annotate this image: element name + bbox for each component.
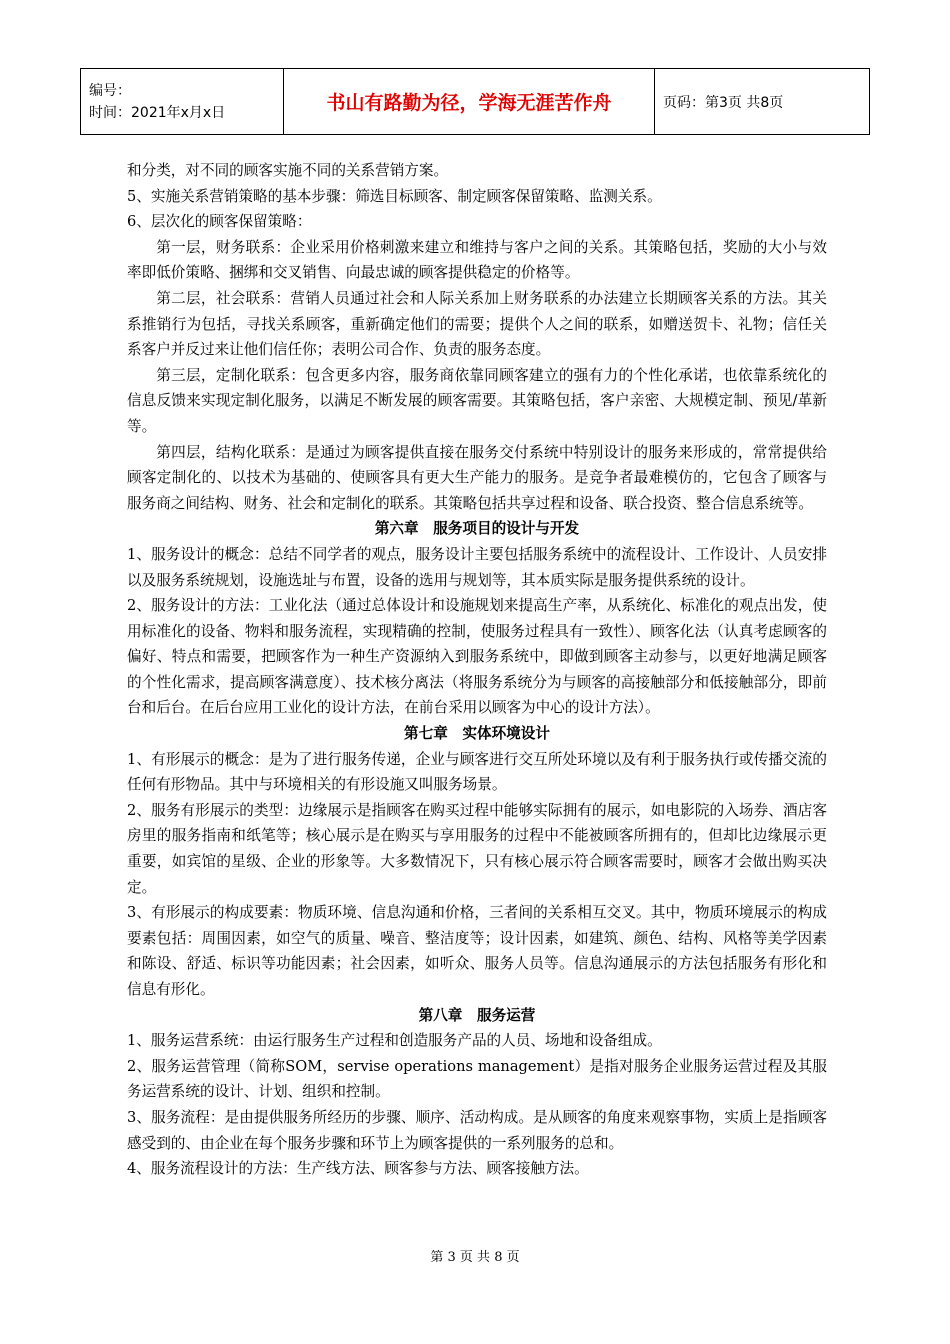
body-paragraph: 2、服务设计的方法：工业化法（通过总体设计和设施规划来提高生产率，从系统化、标准化的观点出发，使用标准化的设备、物料和服务流程，实现精确的控制，使服务过程具有一致性）、顾客化法（认真考虑顾客的偏好、特点和需要，把顾客作为一种生产资源纳入到服务系统中，即做到顾客主动参与，以更好地满足顾客的个性化需求，提高顾客满意度）、技术核分离法（将服务系统分为与顾客的高接触部分和低接触部分，即前台和后台。在后台应用工业化的设计方法，在前台采用以顾客为中心的设计方法）。	[127, 597, 827, 717]
body-paragraph: 1、有形展示的概念：是为了进行服务传递，企业与顾客进行交互所处环境以及有利于服务执行或传播交流的任何有形物品。其中与环境相关的有形设施又叫服务场景。	[127, 750, 827, 794]
body-paragraph: 第一层，财务联系：企业采用价格刺激来建立和维持与客户之间的关系。其策略包括，奖励的大小与效率即低价策略、捆绑和交叉销售、向最忠诚的顾客提供稳定的价格等。	[127, 238, 827, 282]
page-header	[80, 68, 870, 135]
chapter-heading: 第八章 服务运营	[418, 1006, 536, 1024]
body-paragraph: 2、服务有形展示的类型：边缘展示是指顾客在购买过程中能够实际拥有的展示，如电影院的入场券、酒店客房里的服务指南和纸笔等；核心展示是在购买与享用服务的过程中不能被顾客所拥有的，但却比边缘展示更重要，如宾馆的星级、企业的形象等。大多数情况下，只有核心展示符合顾客需要时，顾客才会做出购买决定。	[127, 801, 827, 896]
page-footer: 第 3 页 共 8 页	[430, 1250, 520, 1265]
header-page-label: 页码：第3页 共8页	[655, 69, 870, 135]
chapter-heading: 第七章 实体环境设计	[404, 725, 550, 743]
body-paragraph: 第四层，结构化联系：是通过为顾客提供直接在服务交付系统中特别设计的服务来形成的，常常提供给顾客定制化的、以技术为基础的、使顾客具有更大生产能力的服务。是竞争者最难模仿的，它包含了顾客与服务商之间结构、财务、社会和定制化的联系。其策略包括共享过程和设备、联合投资、整合信息系统等。	[127, 443, 827, 512]
body-paragraph: 第三层，定制化联系：包含更多内容，服务商依靠同顾客建立的强有力的个性化承诺，也依靠系统化的信息反馈来实现定制化服务，以满足不断发展的顾客需要。其策略包括，客户亲密、大规模定制、预见/革新等。	[127, 366, 827, 435]
body-paragraph: 2、服务运营管理（简称SOM，servise operations management）是指对服务企业服务运营过程及其服务运营系统的设计、计划、组织和控制。	[127, 1057, 827, 1101]
header-motto: 书山有路勤为径，学海无涯苦作舟	[284, 69, 655, 135]
document-body	[127, 158, 827, 1182]
body-paragraph: 和分类，对不同的顾客实施不同的关系营销方案。	[127, 162, 449, 179]
body-paragraph: 3、服务流程：是由提供服务所经历的步骤、顺序、活动构成。是从顾客的角度来观察事物，实质上是指顾客感受到的、由企业在每个服务步骤和环节上为顾客提供的一系列服务的总和。	[127, 1108, 827, 1152]
header-meta-cell	[81, 69, 284, 135]
body-paragraph: 1、服务运营系统：由运行服务生产过程和创造服务产品的人员、场地和设备组成。	[127, 1032, 662, 1050]
doc-number-label: 编号：	[89, 82, 131, 99]
date-label: 时间：2021年x月x日	[89, 104, 226, 121]
body-paragraph: 第二层，社会联系：营销人员通过社会和人际关系加上财务联系的办法建立长期顾客关系的方法。其关系推销行为包括，寻找关系顾客，重新确定他们的需要；提供个人之间的联系，如赠送贺卡、礼物；信任关系客户并反过来让他们信任你；表明公司合作、负责的服务态度。	[127, 289, 827, 359]
body-paragraph: 1、服务设计的概念：总结不同学者的观点，服务设计主要包括服务系统中的流程设计、工作设计、人员安排以及服务系统规划，设施选址与布置，设备的选用与规划等，其本质实际是服务提供系统的设计。	[127, 545, 827, 589]
body-paragraph: 5、实施关系营销策略的基本步骤：筛选目标顾客、制定顾客保留策略、监测关系。	[127, 187, 662, 205]
body-paragraph: 4、服务流程设计的方法：生产线方法、顾客参与方法、顾客接触方法。	[127, 1160, 589, 1178]
body-paragraph: 6、层次化的顾客保留策略：	[127, 213, 312, 231]
body-paragraph: 3、有形展示的构成要素：物质环境、信息沟通和价格，三者间的关系相互交叉。其中，物质环境展示的构成要素包括：周围因素，如空气的质量、噪音、整洁度等；设计因素，如建筑、颜色、结构、风格等美学因素和陈设、舒适、标识等功能因素；社会因素，如听众、服务人员等。信息沟通展示的方法包括服务有形化和信息有形化。	[127, 904, 827, 998]
chapter-heading: 第六章 服务项目的设计与开发	[374, 520, 580, 538]
